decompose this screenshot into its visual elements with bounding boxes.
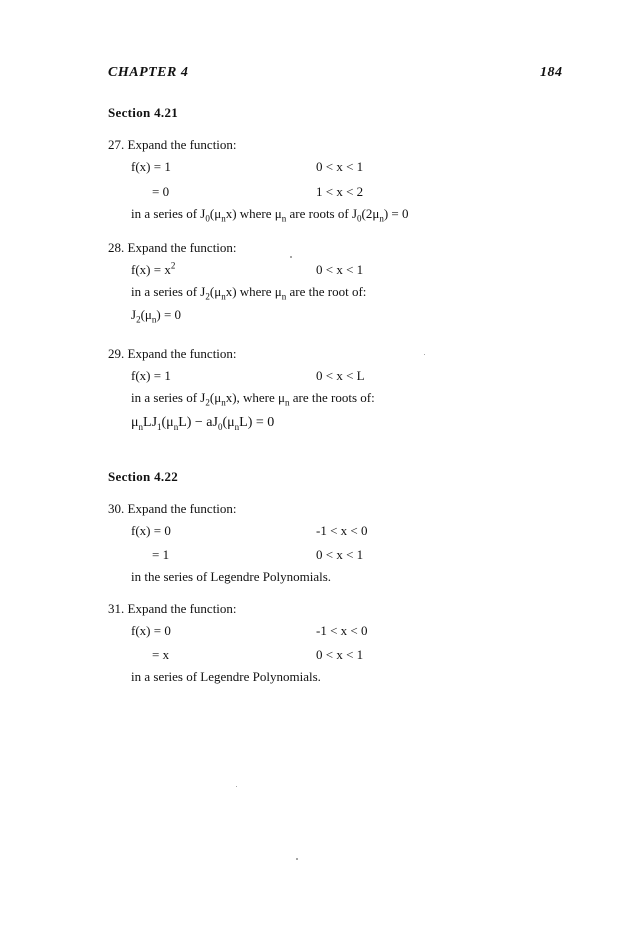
scan-speck <box>236 786 237 787</box>
problem-28-case-expr: $f(x) = x^2$ <box>131 260 176 277</box>
scan-speck <box>424 354 425 355</box>
problem-31-case-2-expr: = x <box>152 647 170 662</box>
problem-31-label: 31. Expand the function: <box>108 601 237 616</box>
scan-speck <box>296 858 298 860</box>
problem-27-label: 27. Expand the function: <box>108 137 237 152</box>
problem-30-case-2-domain: 0 < x < 1 <box>316 547 364 562</box>
problem-30-case-1-domain: -1 < x < 0 <box>316 523 368 538</box>
problem-28-root-equation: $J_2(\mu_n) = 0$ <box>131 307 182 325</box>
problem-31-case-2-domain: 0 < x < 1 <box>316 647 364 662</box>
problem-31-series-text: in a series of Legendre Polynomials. <box>131 669 321 684</box>
problem-27-case-1-domain: 0 < x < 1 <box>316 159 364 174</box>
section-title: Section 4.22 <box>108 469 179 484</box>
problem-30-case-2-expr: = 1 <box>152 547 170 562</box>
problem-29-case-expr: f(x) = 1 <box>131 368 171 383</box>
problem-28-case-domain: 0 < x < 1 <box>316 262 364 277</box>
problem-27-series-text: in a series of $J_0(\mu_nx)$ where $\mu_n$ are roots of $J_0(2\mu_n) = 0$ <box>131 206 409 224</box>
scan-speck <box>290 256 292 258</box>
problem-28-series-text: in a series of $J_2(\mu_nx)$ where $\mu_n$ are the root of: <box>131 284 367 302</box>
problem-29-label: 29. Expand the function: <box>108 346 237 361</box>
problem-30-case-1-expr: f(x) = 0 <box>131 523 171 538</box>
problem-28-label: 28. Expand the function: <box>108 240 237 255</box>
problem-30-series-text: in the series of Legendre Polynomials. <box>131 569 332 584</box>
problem-27-case-2-domain: 1 < x < 2 <box>316 184 364 199</box>
section-title: Section 4.21 <box>108 105 179 120</box>
page-number: 184 <box>540 65 563 80</box>
chapter-heading: CHAPTER 4 <box>108 65 189 80</box>
problem-29-root-equation: $\mu_nLJ_1(\mu_nL) - aJ_0(\mu_nL) = 0$ <box>131 415 275 432</box>
problem-31-case-1-expr: f(x) = 0 <box>131 623 171 638</box>
problem-27-case-2-expr: = 0 <box>152 184 170 199</box>
problem-30-label: 30. Expand the function: <box>108 501 237 516</box>
problem-27-case-1-expr: f(x) = 1 <box>131 159 171 174</box>
problem-29-series-text: in a series of $J_2(\mu_nx)$, where $\mu_n$ are the roots of: <box>131 390 375 408</box>
problem-29-case-domain: 0 < x < L <box>316 368 365 383</box>
problem-31-case-1-domain: -1 < x < 0 <box>316 623 368 638</box>
